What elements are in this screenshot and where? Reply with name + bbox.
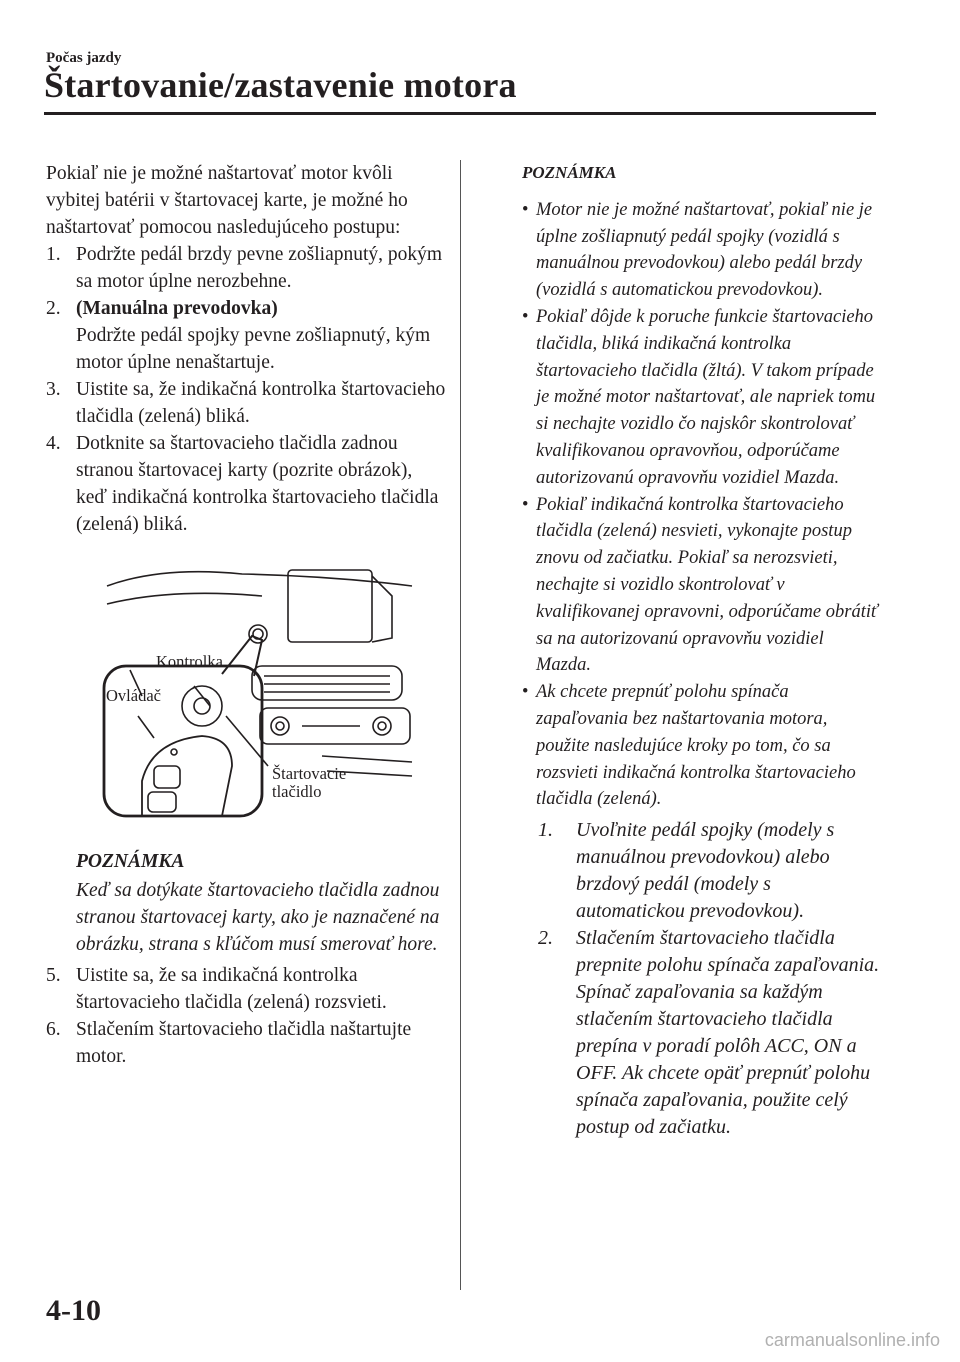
watermark: carmanualsonline.info [764, 1330, 940, 1350]
step-text: Stlačením štartovacieho tlačidla prepnite polohu spínača zapaľovania. Spínač zapaľovania sa každým stlačením štartovacieho tlačidla prepína v poradí polôh ACC, ON a OFF. Ak chcete opäť prepnúť polohu spínača zapaľovania, použite celý postup od začiatku. [576, 927, 880, 1139]
step-text: Uvoľnite pedál spojky (modely s manuálnou prevodovkou) alebo brzdový pedál (modely s automatickou prevodovkou). [576, 819, 835, 923]
step-3 [46, 376, 446, 430]
note-text: Keď sa dotýkate štartovacieho tlačidla zadnou stranou štartovacej karty, ako je naznačené na obrázku, strana s kľúčom musí smerovať hore. [76, 880, 440, 955]
step-number: 6. [46, 1019, 61, 1040]
note-heading: POZNÁMKA [76, 851, 185, 872]
step-text: Uistite sa, že indikačná kontrolka štartovacieho tlačidla (zelená) bliká. [76, 379, 446, 427]
list-item: • Ak chcete prepnúť polohu spínača zapaľovania bez naštartovania motora, použite nasledujúce kroky po tom, čo sa rozsvieti indikačná kontrolka štartovacieho tlačidla (zelená). [522, 682, 856, 810]
step-text: Podržte pedál brzdy pevne zošliapnutý, pokým sa motor úplne nerozbehne. [76, 244, 443, 292]
step-2 [46, 295, 446, 376]
intro-paragraph: Pokiaľ nie je možné naštartovať motor kvôli vybitej batérii v štartovacej karte, je možné ho naštartovať pomocou nasledujúceho postupu: [46, 163, 408, 238]
list-item: • Pokiaľ indikačná kontrolka štartovacieho tlačidla (zelená) nesvieti, vykonajte postup znovu od začiatku. Pokiaľ sa nerozsvieti, nechajte si vozidlo skontrolovať v kvalifikovanej opravovni, odporúčame obrátiť sa na autorizovanú opravovňu vozidiel Mazda. [522, 494, 878, 676]
note-bullets [522, 197, 882, 813]
section-label: Počas jazdy [46, 50, 122, 66]
step-number: 2. [46, 298, 61, 319]
step-number: 4. [46, 433, 61, 454]
page-title: Štartovanie/zastavenie motora [44, 65, 517, 105]
step-number: 5. [46, 965, 61, 986]
list-item: • Pokiaľ dôjde k poruche funkcie štartovacieho tlačidla, bliká indikačná kontrolka štartovacieho tlačidla (žltá). V takom prípade je možné motor naštartovať, ale napriek tomu si nechajte vozidlo čo najskôr skontrolovať kvalifikovanou opravovňou, odporúčame autorizovanú opravovňu vozidiel Mazda. [522, 306, 876, 488]
step-text: Podržte pedál spojky pevne zošliapnutý, kým motor úplne nenaštartuje. [76, 325, 431, 373]
label-start-button-2: tlačidlo [272, 782, 322, 801]
list-item: • Motor nie je možné naštartovať, pokiaľ nie je úplne zošliapnutý pedál spojky (vozidlá s manuálnou prevodovkou) alebo pedál brzdy (vozidlá s automatickou prevodovkou). [522, 199, 873, 301]
note-heading: POZNÁMKA [522, 163, 617, 182]
page-number: 4-10 [46, 1294, 101, 1327]
step-number: 1. [46, 244, 61, 265]
left-column [46, 160, 446, 1070]
label-ovladac: Ovládač [106, 686, 161, 705]
step-text: Stlačením štartovacieho tlačidla naštartujte motor. [76, 1019, 412, 1067]
dashboard-figure [102, 566, 422, 836]
step-heading: (Manuálna prevodovka) [76, 298, 278, 319]
column-divider [460, 160, 461, 1290]
title-rule [44, 112, 876, 115]
step-number: 1. [538, 819, 553, 842]
step-number: 2. [538, 927, 553, 950]
right-column [522, 160, 882, 1141]
sub-step-2 [538, 925, 882, 1141]
step-5 [46, 962, 446, 1016]
sub-step-1 [538, 817, 882, 925]
label-start-button-1: Štartovacie [272, 764, 347, 783]
step-number: 3. [46, 379, 61, 400]
figure-note [76, 848, 446, 958]
label-kontrolka: Kontrolka [156, 652, 223, 671]
sub-steps [538, 817, 882, 1141]
step-1 [46, 241, 446, 295]
step-text: Uistite sa, že sa indikačná kontrolka štartovacieho tlačidla (zelená) rozsvieti. [76, 965, 387, 1013]
step-6 [46, 1016, 446, 1070]
step-text: Dotknite sa štartovacieho tlačidla zadnou stranou štartovacej karty (pozrite obrázok), keď indikačná kontrolka štartovacieho tlačidla (zelená) bliká. [76, 433, 439, 535]
step-4 [46, 430, 446, 538]
